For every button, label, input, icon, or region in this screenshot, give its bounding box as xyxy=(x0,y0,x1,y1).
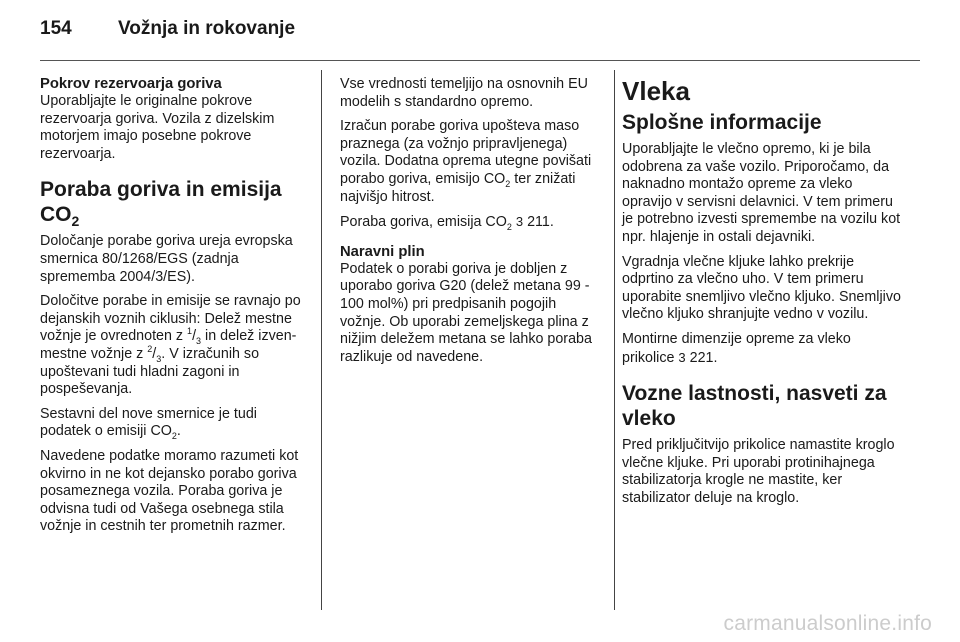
page-reference-icon-2: 3 xyxy=(678,349,686,365)
column-2 xyxy=(340,76,602,373)
paragraph-natural-gas: Podatek o porabi goriva je dobljen z uporabo goriva G20 (delež metana 99 - 100 mol%) pri predpisanih pogojih vožnje. Ob uporabi zemeljskega plina z nižjim deležem metana se lahko poraba razlikuje od navedene. xyxy=(340,260,592,365)
page-reference-icon: 3 xyxy=(515,214,524,230)
fraction-2-numerator: 2 xyxy=(147,344,153,355)
paragraph-tow-hook: Vgradnja vlečne kljuke lahko prekrije odprtino za vlečno uho. V tem primeru uporabite snemljivo vlečno kljuko. Snemljivo vlečno kljuko shranjujte vedno v vozilu. xyxy=(622,253,901,323)
heading-towing: Vleka xyxy=(622,76,690,106)
mass-text-b: ter znižati najvišjo hitrost. xyxy=(340,170,576,205)
mass-text-a: Izračun porabe goriva upošteva maso praznega (za vožnjo pripravljenega) vozila. Dodatna oprema utegne povišati porabo goriva, emisijo CO xyxy=(340,118,592,187)
page-number: 154 xyxy=(40,18,72,39)
fraction-1-numerator: 1 xyxy=(187,326,193,337)
paragraph-mass xyxy=(340,118,602,206)
header-rule xyxy=(40,60,920,61)
mass-co2-subscript: 2 xyxy=(505,178,511,189)
watermark: carmanualsonline.info xyxy=(723,612,932,635)
fraction-2-denominator: 3 xyxy=(156,353,162,364)
heading-driving-tips: Vozne lastnosti, nasveti za vleko xyxy=(622,382,887,431)
chapter-title: Vožnja in rokovanje xyxy=(118,18,296,39)
cycles-text-c: . V izračunih so upoštevani tudi hladni zagoni in pospeševanja. xyxy=(40,345,260,398)
consumption-ref-text: Poraba goriva, emisija CO xyxy=(340,214,507,231)
heading-natural-gas: Naravni plin xyxy=(340,243,425,260)
paragraph-ball-grease: Pred priključitvijo prikolice namastite kroglo vlečne kljuke. Pri uporabi protinihajnega stabilizatorja krogle ne mastite, ker stabilizator deluje na kroglo. xyxy=(622,437,895,506)
mounting-text: Montirne dimenzije opreme za vleko prikolice xyxy=(622,330,851,366)
heading-fuel-lid: Pokrov rezervoarja goriva xyxy=(40,76,222,92)
heading-general-info: Splošne informacije xyxy=(622,111,822,134)
paragraph-co2-data xyxy=(40,406,308,441)
heading-fuel-consumption xyxy=(40,177,308,230)
column-divider-2 xyxy=(614,70,615,610)
paragraph-cycles: Določitve porabe in emisije se ravnajo po dejanskih voznih ciklusih: Delež mestne vožnje je ovrednoten z $^1/_3$ in delež izven-mestne vožnje z $^2/_3$. V izračunih so upoštevani tudi hladni zagoni in pospeševanja. xyxy=(40,293,301,398)
co2-text-b: . xyxy=(176,423,181,440)
paragraph-eu-models: Vse vrednosti temeljijo na osnovnih EU modelih s standardno opremo. xyxy=(340,76,588,110)
column-3 xyxy=(622,76,906,515)
heading-co2-subscript: 2 xyxy=(71,213,80,230)
page-reference-link-2[interactable]: 221. xyxy=(689,349,718,366)
co2-subscript: 2 xyxy=(171,431,177,442)
paragraph-towing-equipment: Uporabljajte le vlečno opremo, ki je bila odobrena za vaše vozilo. Priporočamo, da naknadno montažo opreme za vleko opravijo v servisni delavnici. V tem primeru je potrebno izvesti spremembe na vozilu kot npr. hlajenje in ostali dejavniki. xyxy=(622,141,901,245)
column-divider-1 xyxy=(321,70,322,610)
heading-fuel-consumption-text: Poraba goriva in emisija CO xyxy=(40,178,282,227)
fraction-1-denominator: 3 xyxy=(196,336,202,347)
page-header xyxy=(40,18,920,48)
consumption-ref-subscript: 2 xyxy=(506,222,512,233)
co2-text-a: Sestavni del nove smernice je tudi podatek o emisiji CO xyxy=(40,405,257,440)
paragraph-directive: Določanje porabe goriva ureja evropska smernica 80/1268/EGS (zadnja sprememba 2004/3/ES). xyxy=(40,233,293,285)
paragraph-fuel-lid: Uporabljajte le originalne pokrove rezervoarja goriva. Vozila z dizelskim motorjem imajo posebne pokrove rezervoarja. xyxy=(40,93,275,162)
cycles-text-b: in delež izven-mestne vožnje z xyxy=(40,328,297,362)
paragraph-mounting-dimensions xyxy=(622,331,906,367)
paragraph-consumption-ref xyxy=(340,213,602,232)
cycles-text-a: Določitve porabe in emisije se ravnajo po dejanskih voznih ciklusih: Delež mestne vožnje je ovrednoten z xyxy=(40,293,301,345)
column-1 xyxy=(40,76,308,543)
page-reference-link[interactable]: 211. xyxy=(527,214,554,231)
paragraph-indicative: Navedene podatke moramo razumeti kot okvirno in ne kot dejansko porabo goriva posameznega vozila. Poraba goriva je odvisna tudi od Vašega osebnega stila vožnje in cestnih ter prometnih razmer. xyxy=(40,447,299,535)
